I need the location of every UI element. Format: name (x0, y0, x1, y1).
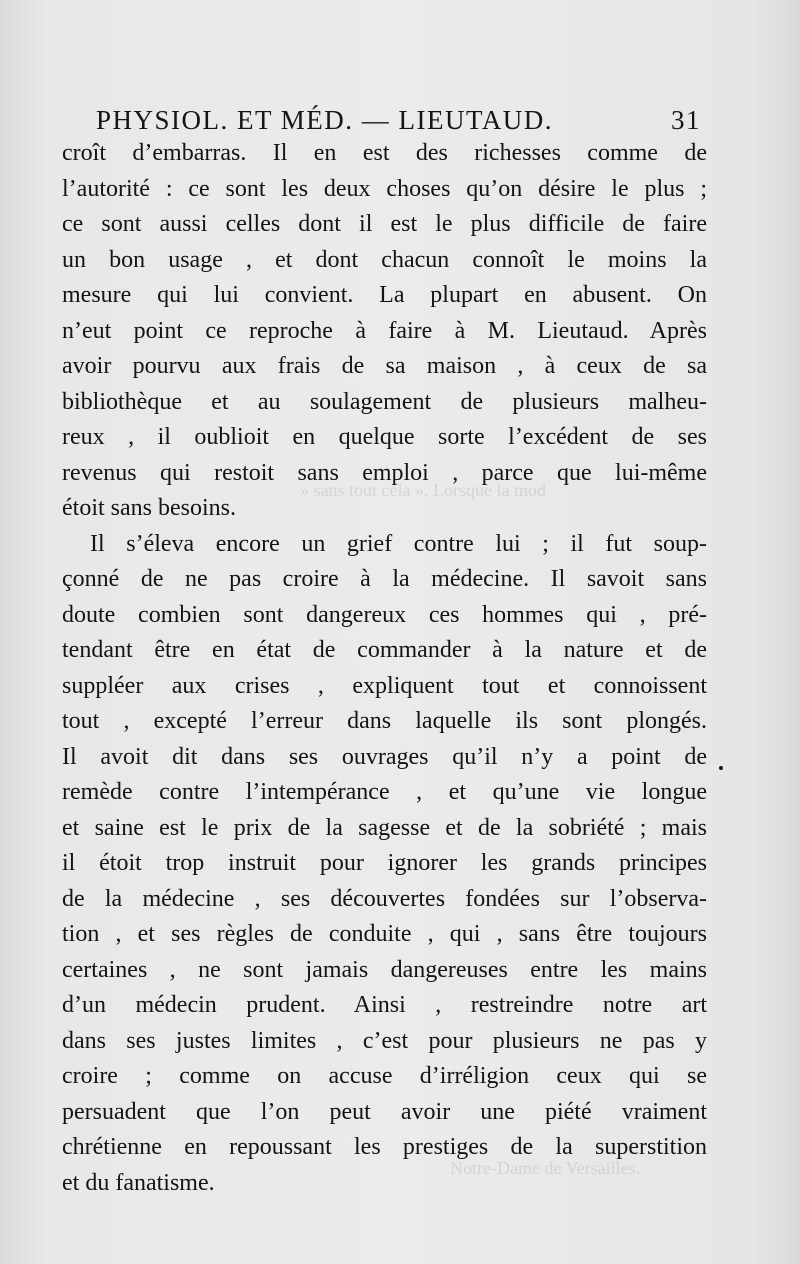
page-number: 31 (671, 105, 701, 135)
text-line: persuadent que l’on peut avoir une piété vraiment (62, 1098, 707, 1125)
page-header (96, 100, 701, 140)
text-line: remède contre l’intempérance , et qu’une vie longue (62, 779, 707, 805)
text-line: croire ; comme on accuse d’irréligion ceux qui se (62, 1063, 707, 1089)
text-line: doute combien sont dangereux ces hommes qui , pré- (62, 601, 707, 628)
paragraph (62, 136, 707, 527)
text-line: avoir pourvu aux frais de sa maison , à ceux de sa (62, 353, 707, 379)
text-line: de la médecine , ses découvertes fondées sur l’observa- (62, 885, 707, 912)
bleed-through-text: » sans tout cela ». Lorsque la mod (300, 480, 546, 500)
text-line: et saine est le prix de la sagesse et de la sobriété ; mais (62, 814, 707, 841)
text-line: dans ses justes limites , c’est pour plusieurs ne pas y (62, 1027, 707, 1054)
running-head: PHYSIOL. ET MÉD. — LIEUTAUD. (96, 105, 554, 135)
paragraph (62, 527, 707, 1202)
text-line: Il avoit dit dans ses ouvrages qu’il n’y a point de (62, 743, 707, 770)
text-line: n’eut point ce reproche à faire à M. Lieutaud. Après (62, 317, 707, 344)
text-line: Il s’éleva encore un grief contre lui ; il fut soup- (90, 530, 707, 557)
text-line: il étoit trop instruit pour ignorer les grands principes (62, 850, 707, 876)
text-line: tout , excepté l’erreur dans laquelle ils sont plongés. (62, 708, 707, 734)
text-line: ce sont aussi celles dont il est le plus difficile de faire (62, 211, 707, 237)
text-line: d’un médecin prudent. Ainsi , restreindre notre art (62, 992, 707, 1018)
text-line: l’autorité : ce sont les deux choses qu’on désire le plus ; (62, 175, 707, 202)
text-line: certaines , ne sont jamais dangereuses entre les mains (62, 956, 707, 983)
text-line: chrétienne en repoussant les prestiges de la superstition (62, 1134, 707, 1160)
body-text (62, 136, 707, 1201)
text-line: suppléer aux crises , expliquent tout et connoissent (62, 672, 707, 699)
ink-speck (719, 766, 723, 770)
text-line: un bon usage , et dont chacun connoît le moins la (62, 246, 707, 273)
text-line: et du fanatisme. (62, 1169, 215, 1196)
text-line: mesure qui lui convient. La plupart en abusent. On (62, 282, 707, 308)
text-line: çonné de ne pas croire à la médecine. Il savoit sans (62, 566, 707, 592)
text-line: tendant être en état de commander à la nature et de (62, 637, 707, 663)
text-line: reux , il oublioit en quelque sorte l’excédent de ses (62, 424, 707, 450)
text-line: bibliothèque et au soulagement de plusieurs malheu- (62, 388, 707, 415)
text-line: étoit sans besoins. (62, 495, 236, 521)
text-line: tion , et ses règles de conduite , qui , sans être toujours (62, 921, 707, 947)
text-line: revenus qui restoit sans emploi , parce que lui-même (62, 459, 707, 486)
bleed-through-text: Notre-Dame de Versailles. (450, 1158, 641, 1178)
text-line: croît d’embarras. Il en est des richesses comme de (62, 140, 707, 166)
